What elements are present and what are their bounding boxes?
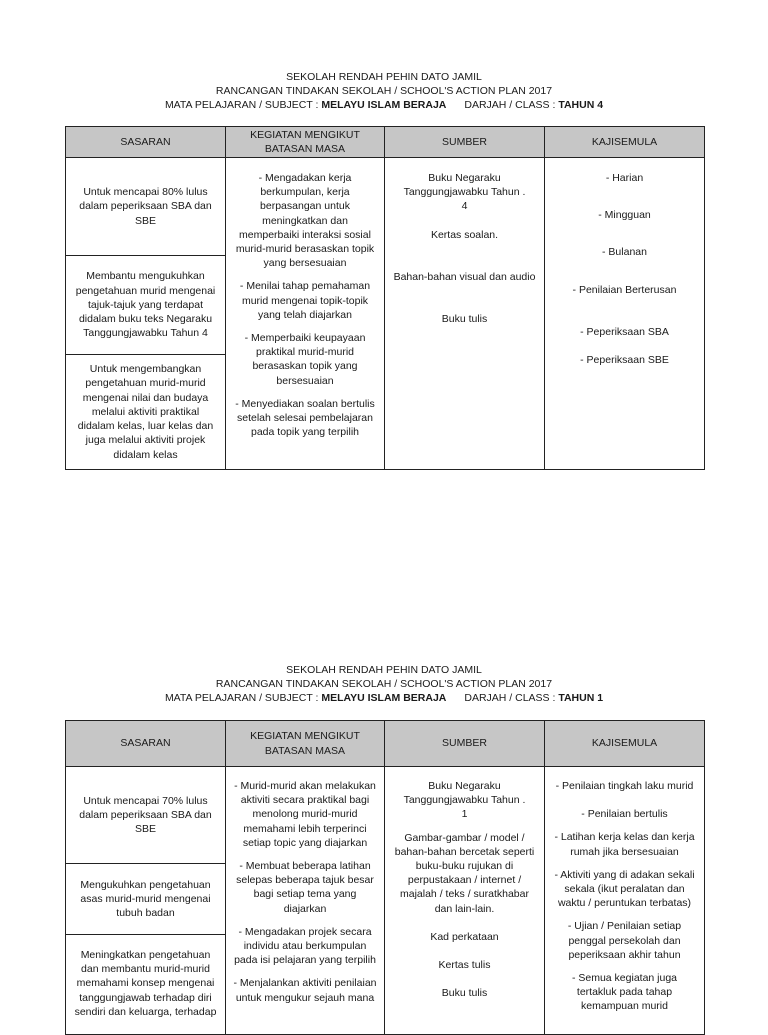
action-plan-tahun-4 [0,70,768,113]
sumber-item: Bahan-bahan visual dan audio [393,270,536,283]
sumber-item: Kad perkataan [430,930,499,943]
plan-title: RANCANGAN TINDAKAN SEKOLAH / SCHOOL'S ACTION PLAN 2017 [215,85,553,98]
school-name: SEKOLAH RENDAH PEHIN DATO JAMIL [286,71,482,83]
header-sasaran: SASARAN [66,127,226,158]
kajisemula-item: - Penilaian bertulis [581,808,668,821]
subject-label: MATA PELAJARAN / SUBJECT : [164,99,319,112]
sumber-cell [385,767,545,1035]
header-kegiatan: KEGIATAN MENGIKUT BATASAN MASA [226,721,385,767]
kegiatan-item: - Memperbaiki keupayaan praktikal murid-murid berasaskan topik yang bersesuaian [244,332,366,387]
table-row [66,158,705,256]
action-plan-table [65,126,705,470]
kajisemula-item: - Penilaian tingkah laku murid [555,780,694,792]
subject-value: MELAYU ISLAM BERAJA [321,692,447,705]
table-header-row [66,721,705,767]
header-kajisemula: KAJISEMULA [545,127,705,158]
sumber-item: Kertas soalan. [430,228,499,241]
plan-header [0,70,768,113]
kegiatan-item: - Mengadakan kerja berkumpulan, kerja berpasangan untuk meningkatkan dan memperbaiki interaksi sosial murid-murid berasaskan topik yang bersesuaian [235,172,375,270]
action-plan-tahun-1 [0,663,768,706]
header-sumber: SUMBER [385,127,545,158]
sumber-cell [385,158,545,470]
header-kajisemula: KAJISEMULA [545,721,705,767]
sumber-item: Buku Negaraku Tanggungjawabku Tahun . [403,780,526,807]
kegiatan-item: - Murid-murid akan melakukan aktiviti secara praktikal bagi menolong murid-murid memahami lebih terperinci setiap topic yang diajarkan [234,780,376,849]
subject-class-line [0,98,768,112]
sumber-item: Buku Negaraku Tanggungjawabku Tahun . [403,172,526,199]
kegiatan-cell [226,158,385,470]
sumber-item: Buku tulis [441,313,488,326]
sasaran-cell: Untuk mencapai 80% lulus dalam peperiksaan SBA dan SBE [66,158,226,256]
sasaran-cell: Meningkatkan pengetahuan dan membantu murid-murid memahami konsep mengenai tanggungjawab terhadap diri sendiri dan keluarga, terhadap [66,935,226,1035]
kajisemula-item: - Semua kegiatan juga tertakluk pada tahap kemampuan murid [571,972,678,1013]
kegiatan-item: - Menjalankan aktiviti penilaian untuk mengukur sejauh mana [233,977,377,1004]
action-plan-table [65,720,705,1035]
header-sasaran: SASARAN [66,721,226,767]
kajisemula-item: - Harian [605,172,644,184]
kegiatan-item: - Membuat beberapa latihan selepas beberapa tajuk besar bagi setiap tema yang diajarkan [236,860,374,915]
kajisemula-item: - Latihan kerja kelas dan kerja rumah jika bersesuaian [554,831,695,858]
table-row [66,767,705,864]
kajisemula-item: - Peperiksaan SBE [580,354,669,367]
header-kegiatan: KEGIATAN MENGIKUT BATASAN MASA [226,127,385,158]
sasaran-cell: Membantu mengukuhkan pengetahuan murid mengenai tajuk-tajuk yang terdapat didalam buku teks Negaraku Tanggungjawabku Tahun 4 [66,256,226,355]
subject-value: MELAYU ISLAM BERAJA [321,99,447,112]
kajisemula-cell [545,158,705,470]
sumber-item: Buku tulis [441,987,488,1000]
sumber-item: Kertas tulis [438,959,491,972]
kajisemula-item: - Ujian / Penilaian setiap penggal persekolah dan peperiksaan akhir tahun [567,920,682,961]
class-label: DARJAH / CLASS : [464,99,556,112]
plan-header [0,663,768,706]
kajisemula-cell [545,767,705,1035]
sasaran-cell: Untuk mengembangkan pengetahuan murid-murid mengenai nilai dan budaya melalui aktiviti praktikal didalam kelas, luar kelas dan juga melalui aktiviti projek didalam kelas [66,355,226,470]
class-value: TAHUN 4 [558,99,604,112]
table-header-row [66,127,705,158]
kegiatan-item: - Menilai tahap pemahaman murid mengenai topik-topik yang telah diajarkan [239,280,371,321]
kajisemula-item: - Aktiviti yang di adakan sekali sekala (ikut peralatan dan waktu / peruntukan terbatas) [554,868,695,910]
sumber-item: 1 [461,808,468,821]
plan-title: RANCANGAN TINDAKAN SEKOLAH / SCHOOL'S ACTION PLAN 2017 [215,678,553,691]
kegiatan-cell [226,767,385,1035]
subject-class-line [0,691,768,705]
sumber-item: Gambar-gambar / model / bahan-bahan bercetak seperti buku-buku rujukan di perpustakaan / internet / majalah / teks / suratkhabar dan lain-lain. [394,831,535,915]
kajisemula-item: - Mingguan [598,209,651,222]
class-value: TAHUN 1 [558,692,604,705]
class-label: DARJAH / CLASS : [464,692,556,705]
subject-label: MATA PELAJARAN / SUBJECT : [164,692,319,705]
sumber-item: 4 [461,200,468,213]
kajisemula-item: - Peperiksaan SBA [580,325,669,338]
kajisemula-item: - Penilaian Berterusan [572,283,677,296]
school-name: SEKOLAH RENDAH PEHIN DATO JAMIL [286,664,482,676]
kajisemula-item: - Bulanan [602,246,647,259]
sasaran-cell: Untuk mencapai 70% lulus dalam peperiksaan SBA dan SBE [66,767,226,864]
sasaran-cell: Mengukuhkan pengetahuan asas murid-murid mengenai tubuh badan [66,864,226,935]
header-sumber: SUMBER [385,721,545,767]
kegiatan-item: - Mengadakan projek secara individu atau berkumpulan pada isi pelajaran yang terpilih [234,925,376,967]
kegiatan-item: - Menyediakan soalan bertulis setelah selesai pembelajaran pada topik yang terpilih [235,397,375,439]
